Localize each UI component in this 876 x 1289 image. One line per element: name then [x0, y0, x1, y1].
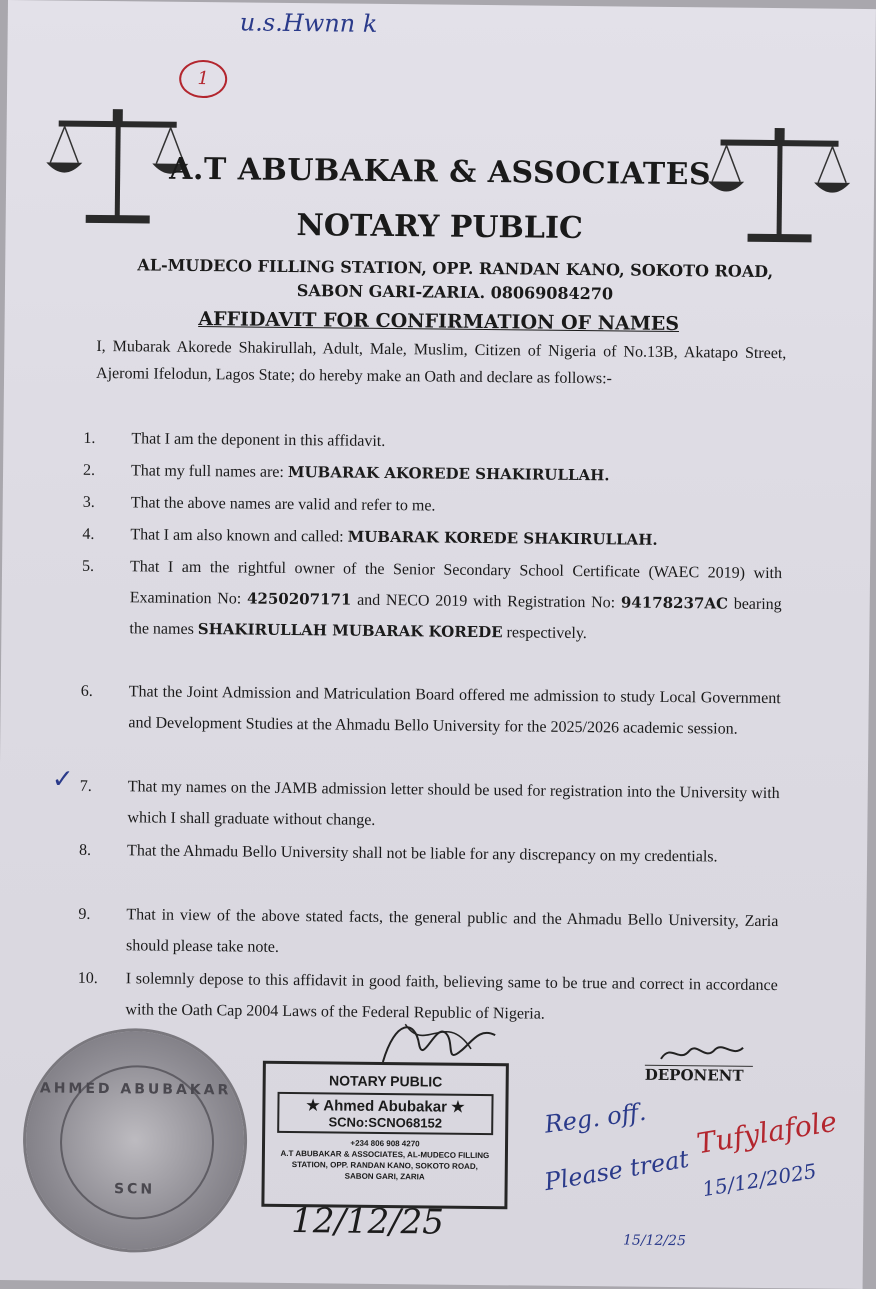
stamp-address: A.T ABUBAKAR & ASSOCIATES, AL-MUDECO FILLING STATION, OPP. RANDAN KANO, SOKOTO ROAD, SABON GARI, ZARIA: [280, 1148, 490, 1182]
note-signer-name: Tufylafole: [694, 1104, 840, 1161]
intro-paragraph: I, Mubarak Akorede Shakirullah, Adult, Male, Muslim, Citizen of Nigeria of No.13B, Akatapo Street, Ajeromi Ifelodun, Lagos State; do hereby make an Oath and declare as follows:-: [96, 337, 787, 388]
item-number: 7.: [79, 777, 92, 795]
note-date-2: 15/12/2025: [700, 1158, 819, 1202]
list-item: [79, 835, 779, 873]
stamp-name: ★ Ahmed Abubakar ★: [306, 1097, 465, 1116]
firm-address: AL-MUDECO FILLING STATION, OPP. RANDAN KANO, SOKOTO ROAD, SABON GARI-ZARIA. 08069084270: [137, 255, 774, 304]
note-registration-office: Reg. off.: [542, 1097, 648, 1139]
item-text: That in view of the above stated facts, the general public and the Ahmadu Bello University, Zaria should please take note.: [126, 906, 779, 956]
item-text: That the above names are valid and refer to me.: [130, 494, 436, 515]
item-text: That I am also known and called:: [130, 526, 348, 546]
top-handwritten-note: u.s.Hwnn k: [239, 8, 378, 38]
item-number: 2.: [82, 461, 96, 479]
item-number: 1.: [83, 429, 96, 447]
item-number: 8.: [79, 841, 92, 859]
notary-title: NOTARY PUBLIC: [296, 208, 584, 247]
firm-name: A.T ABUBAKAR & ASSOCIATES: [169, 151, 712, 193]
list-item: [81, 551, 782, 651]
note-please-treat: Please treat: [542, 1144, 691, 1197]
notary-stamp: [261, 1061, 509, 1210]
item-text: bearing the names: [129, 595, 782, 639]
stamp-phone: +234 806 908 4270: [350, 1138, 420, 1149]
item-number: 10.: [77, 969, 98, 987]
full-names: MUBARAK AKOREDE SHAKIRULLAH.: [287, 462, 610, 485]
item-text: That my names on the JAMB admission letter should be used for registration into the University with which I shall graduate without change.: [127, 778, 780, 829]
stamp-heading: NOTARY PUBLIC: [328, 1072, 443, 1090]
certificate-names: SHAKIRULLAH MUBARAK KOREDE: [197, 620, 503, 642]
item-text: respectively.: [502, 624, 587, 643]
item-number: 3.: [82, 493, 95, 511]
item-number: 4.: [82, 525, 95, 543]
stamp-scn: SCNo:SCNO68152: [328, 1114, 443, 1131]
deponent-signature-icon: [657, 1037, 747, 1068]
item-text: and NECO 2019 with Registration No:: [351, 591, 622, 612]
list-item: [80, 676, 781, 745]
embossed-seal: [25, 1030, 245, 1250]
item-number: 5.: [81, 557, 95, 575]
page-number-circle: [179, 60, 227, 99]
item-text: That I am the deponent in this affidavit.: [131, 430, 386, 450]
waec-exam-number: 4250207171: [246, 589, 352, 609]
list-item: [79, 771, 780, 840]
checkmark-icon: ✓: [51, 764, 74, 795]
stamp-name-box: [277, 1092, 493, 1135]
item-text: That the Joint Admission and Matriculation Board offered me admission to study Local Government and Development Studies at the Ahmadu Bello University for the 2025/2026 academic session.: [128, 683, 781, 738]
item-text: That my full names are:: [130, 462, 289, 481]
page-number: 1: [197, 67, 210, 90]
item-text: That I am the rightful owner of the Senior Secondary School Certificate (WAEC 2019) with Examination No:: [129, 558, 783, 608]
item-text: That the Ahmadu Bello University shall not be liable for any discrepancy on my credentials.: [127, 842, 718, 866]
list-item: [78, 899, 779, 968]
seal-bottom-text: SCN: [113, 1181, 156, 1198]
item-number: 6.: [80, 682, 93, 700]
deponent-label: DEPONENT: [644, 1065, 744, 1085]
neco-reg-number: 94178237AC: [620, 593, 729, 613]
handwritten-date: 12/12/25: [291, 1201, 445, 1243]
item-number: 9.: [78, 905, 91, 923]
item-text: I solemnly depose to this affidavit in good faith, believing same to be true and correct in accordance with the Oath Cap 2004 Laws of the Federal Republic of Nigeria.: [125, 970, 778, 1023]
document-title: AFFIDAVIT FOR CONFIRMATION OF NAMES: [198, 308, 680, 336]
seal-top-text: AHMED ABUBAKAR: [39, 1080, 232, 1099]
note-date-1: 15/12/25: [622, 1232, 687, 1250]
alias-names: MUBARAK KOREDE SHAKIRULLAH.: [347, 527, 658, 549]
